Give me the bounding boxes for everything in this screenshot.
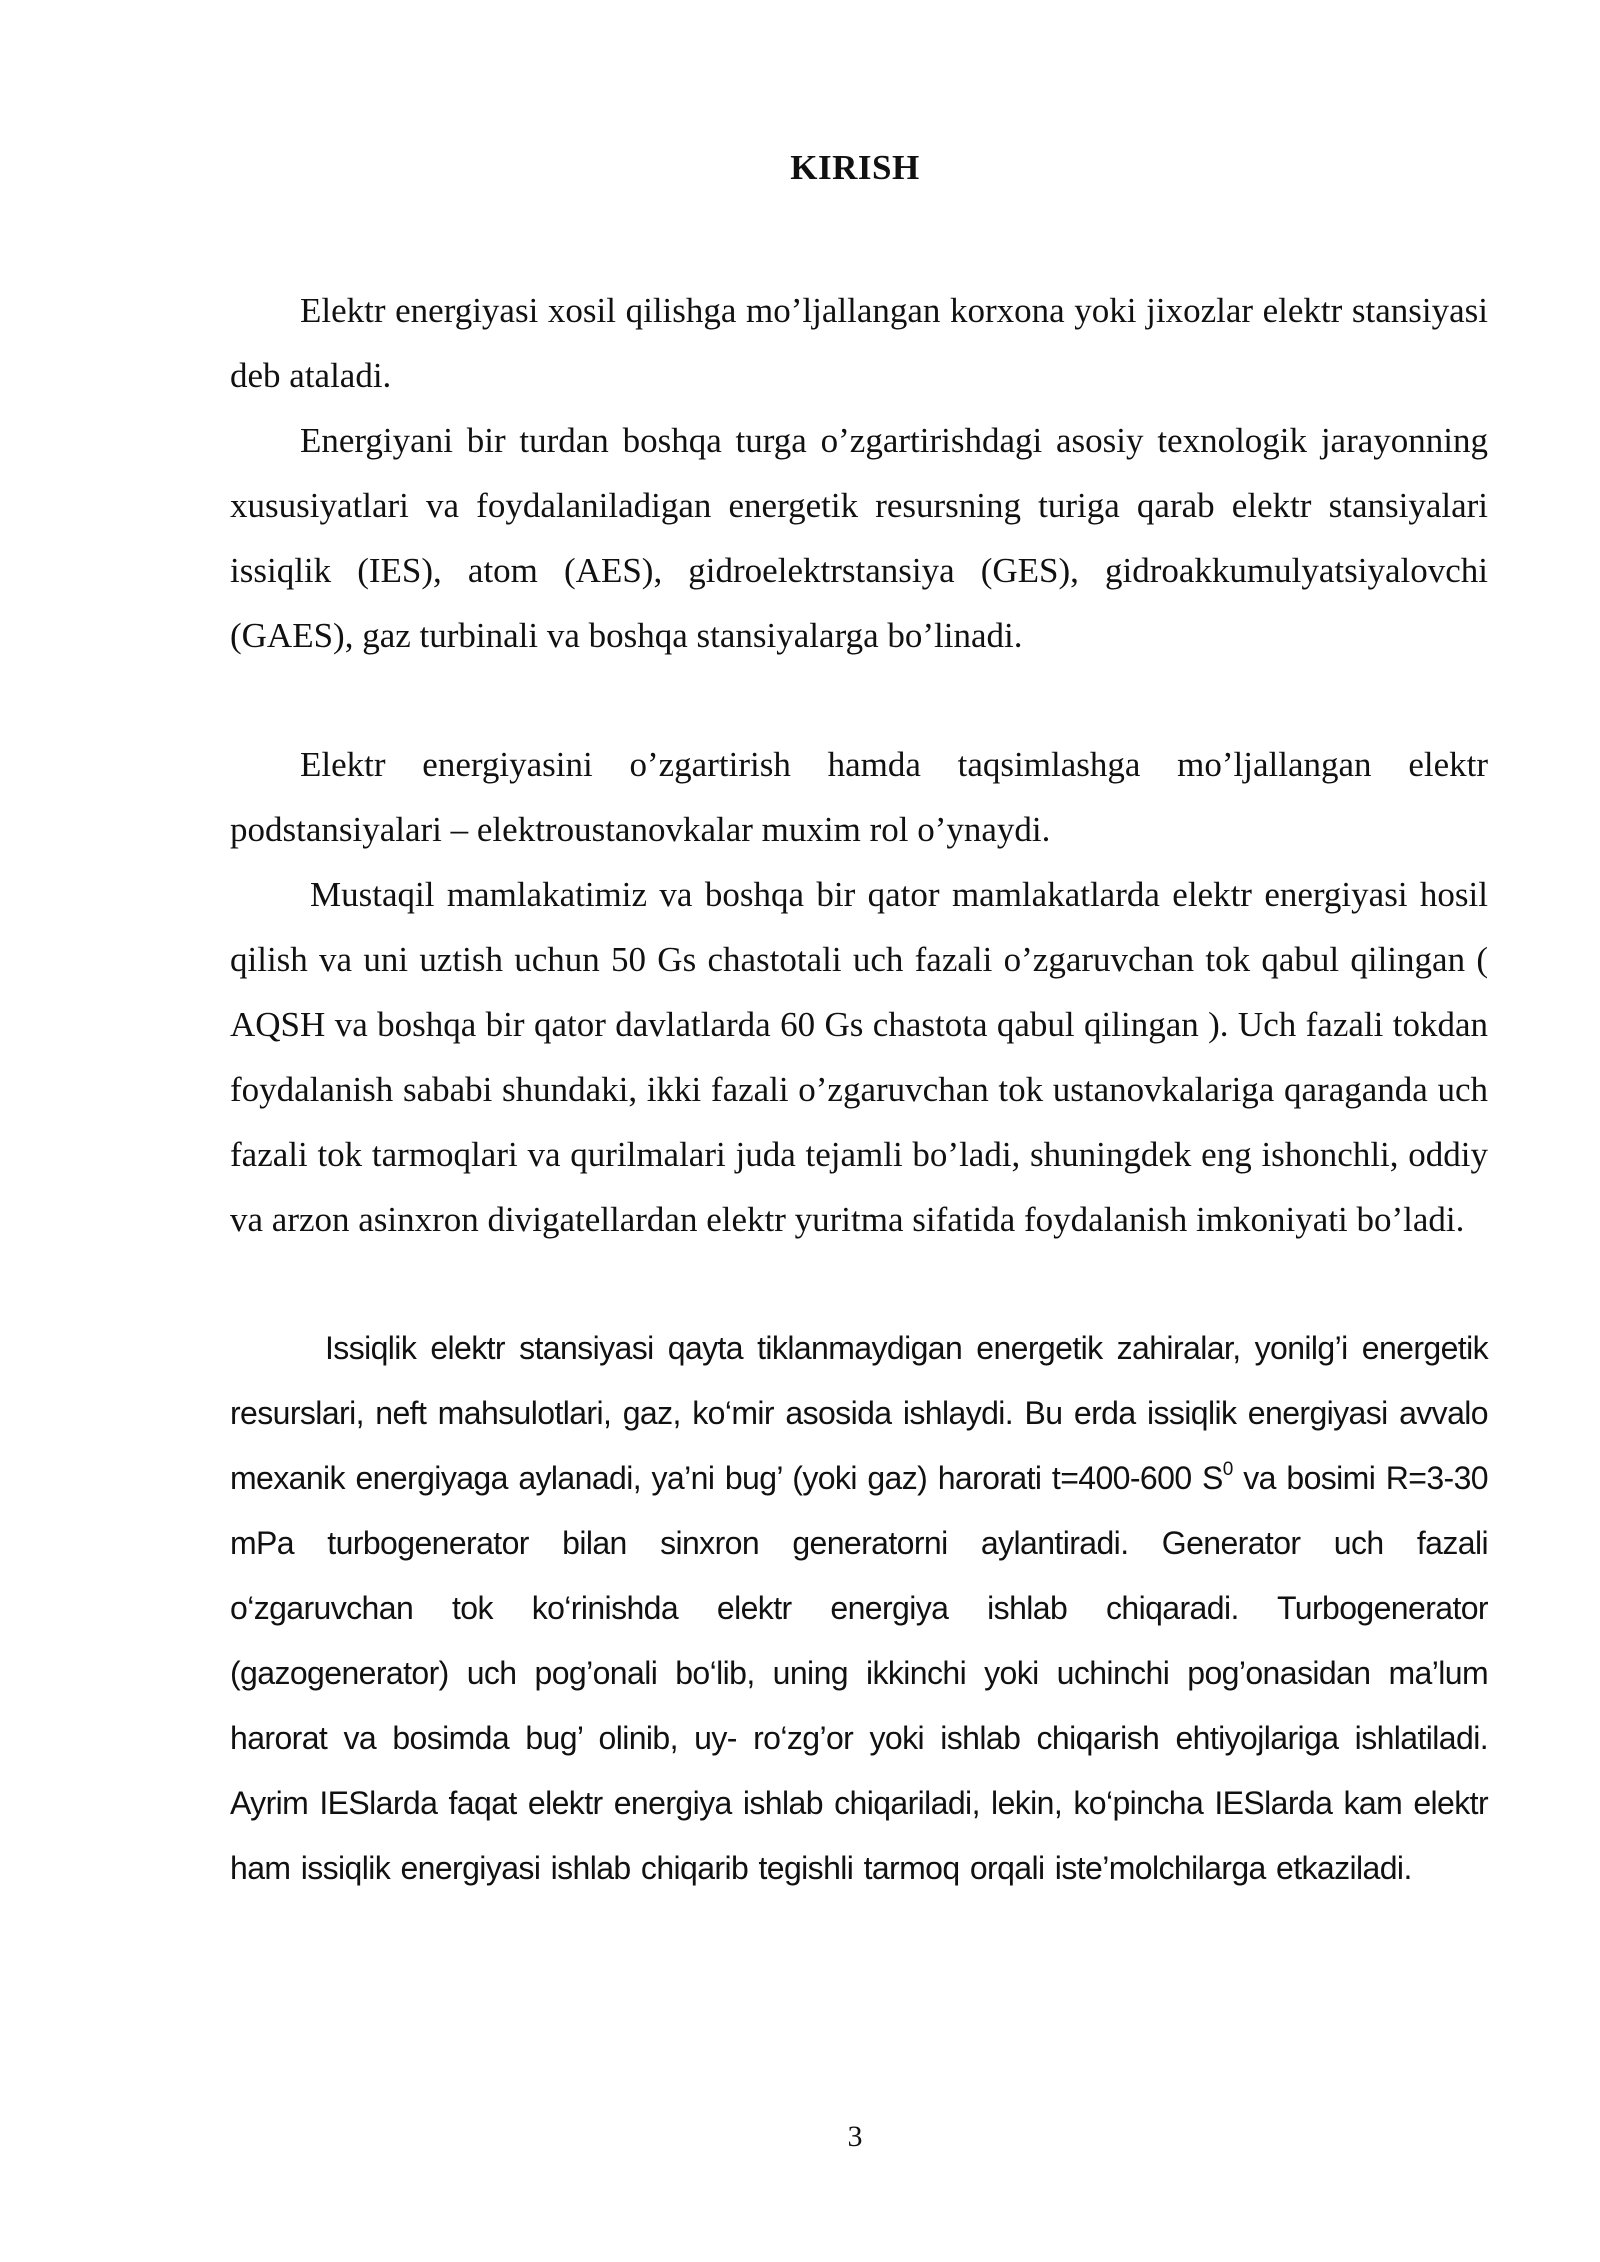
paragraph-2: Energiyani bir turdan boshqa turga o’zgartirishdagi asosiy texnologik jarayonning xususiyatlari va foydalaniladigan energetik resursning turiga qarab elektr stansiyalari issiqlik (IES), atom (AES), gidroelektrstansiya (GES), gidroakkumulyatsiyalovchi (GAES), gaz turbinali va boshqa stansiyalarga bo’linadi. <box>230 421 1488 655</box>
paragraph-4: Mustaqil mamlakatimiz va boshqa bir qator mamlakatlarda elektr energiyasi hosil qilish va uni uztish uchun 50 Gs chastotali uch fazali o’zgaruvchan tok qabul qilingan ( AQSH va boshqa bir qator davlatlarda 60 Gs chastota qabul qilingan ). Uch fazali tokdan foydalanish sababi shundaki, ikki fazali o’zgaruvchan tok ustanovkalariga qaraganda uch fazali tok tarmoqlari va qurilmalari juda tejamli bo’ladi, shuningdek eng ishonchli, oddiy va arzon asinxron divigatellardan elektr yuritma sifatida foydalanish imkoniyati bo’ladi. <box>230 875 1488 1239</box>
paragraph-5 <box>230 1316 1488 1901</box>
paragraph-3: Elektr energiyasini o’zgartirish hamda taqsimlashga mo’ljallangan elektr podstansiyalari – elektroustanovkalar muxim rol o’ynaydi. <box>230 745 1488 849</box>
paragraph-1: Elektr energiyasi xosil qilishga mo’ljallangan korxona yoki jixozlar elektr stansiyasi deb ataladi. <box>230 291 1488 395</box>
paragraph-5-text-start: Issiqlik elektr stansiyasi qayta tiklanmaydigan energetik zahiralar, yonilg’i energetik resurslari, neft mahsulotlari, gaz, ko‘mir asosida ishlaydi. Bu erda issiqlik energiyasi avvalo mexanik energiyaga aylanadi, ya’ni bug’ (yoki gaz) harorati t=400-600 S <box>230 1330 1488 1496</box>
page-number: 3 <box>847 2120 863 2153</box>
paragraph-5-text-end: va bosimi R=3-30 mPa turbogenerator bilan sinxron generatorni aylantiradi. Generator uch fazali o‘zgaruvchan tok ko‘rinishda elektr energiya ishlab chiqaradi. Turbogenerator (gazogenerator) uch pog’onali bo‘lib, uning ikkinchi yoki uchinchi pog’onasidan ma’lum harorat va bosimda bug’ olinib, uy- ro‘zg’or yoki ishlab chiqarish ehtiyojlariga ishlatiladi. Ayrim IESlarda faqat elektr energiya ishlab chiqariladi, lekin, ko‘pincha IESlarda kam elektr ham issiqlik energiyasi ishlab chiqarib tegishli tarmoq orqali iste’molchilarga etkaziladi. <box>230 1460 1488 1886</box>
degree-superscript: 0 <box>1222 1459 1233 1480</box>
page-title: KIRISH <box>790 148 920 187</box>
